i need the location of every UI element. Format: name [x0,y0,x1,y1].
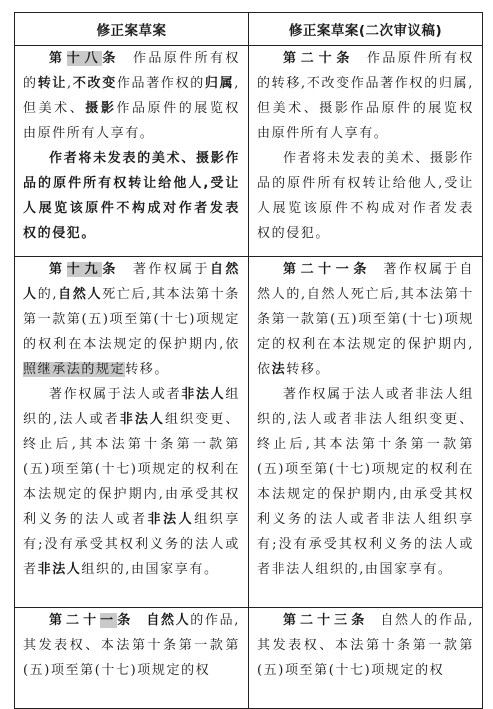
highlight: 十八 [66,51,103,66]
highlight: 照继承法的规定 [23,362,126,377]
changed-text: 归属 [204,76,235,91]
table-row [15,257,483,608]
table-header-row [15,13,483,46]
paragraph: 作者将未发表的美术、摄影作品的原件所有权转让给他人,受让人展览该原件不构成对作者发表权的侵犯。 [257,151,474,241]
paragraph: 著作权属于法人或者非法人组织的,法人或者非法人组织变更、终止后,其本法第十条第一款第(五)项至第(十七)项规定的权利在本法规定的保护期内,由承受其权利义务的法人或者非法人组织享有;没有承受其权利义务的法人或者非法人组织的,由国家享有。 [23,387,240,577]
highlight: 十九 [66,262,103,277]
table-row [15,608,483,709]
article-number: 第二十三条 [283,613,369,628]
cell-right [249,257,483,608]
header-right: 修正案草案(二次审议稿) [249,13,483,46]
comparison-table [14,12,483,709]
changed-text: 非法人 [147,512,195,527]
article-paragraph: 第二十条 作品原件所有权的转移,不改变作品著作权的归属,但美术、摄影作品原件的展览权由原件所有人享有。 [257,51,474,141]
cell-left [15,257,249,608]
changed-text: 自然人 [146,613,191,628]
changed-text: 摄影 [85,101,117,116]
changed-text: 自然人 [23,262,240,302]
changed-text: 自然人 [58,287,103,302]
changed-text: 非法人 [37,562,82,577]
changed-text: 不改变 [72,76,117,91]
changed-text: 非法人 [119,412,166,427]
header-left: 修正案草案 [15,13,249,46]
cell-left [15,608,249,709]
article-number: 第十八条 [49,51,121,66]
article-number: 第二十条 [283,51,355,66]
cell-left [15,46,249,257]
changed-text: 非法人 [181,387,226,402]
paragraph: 著作权属于法人或者非法人组织的,法人或者非法人组织变更、终止后,其本法第十条第一款第(五)项至第(十七)项规定的权利在本法规定的保护期内,由承受其权利义务的法人或者非法人组织享有;没有承受其权利义务的法人或者非法人组织的,由国家享有。 [257,387,474,577]
highlight: 一 [100,613,118,628]
article-paragraph: 第十九条 著作权属于自然人的,自然人死亡后,其本法第十条第一款第(五)项至第(十七)项规定的权利在本法规定的保护期内,依照继承法的规定转移。 [23,262,240,377]
article-number: 第二十一条 [49,613,135,628]
article-paragraph: 第十八条 作品原件所有权的转让,不改变作品著作权的归属,但美术、摄影作品原件的展览权由原件所有人享有。 [23,51,241,141]
paragraph: 作者将未发表的美术、摄影作品的原件所有权转让给他人,受让人展览该原件不构成对作者发表权的侵犯。 [23,151,240,241]
table-row [15,46,483,257]
changed-text: 转让 [37,76,68,91]
article-paragraph: 第二十一条 著作权属于自然人的,自然人死亡后,其本法第十条第一款第(五)项至第(十七)项规定的权利在本法规定的保护期内,依法转移。 [257,262,474,377]
article-number: 第二十一条 [283,262,371,277]
article-paragraph: 第二十一条 自然人的作品,其发表权、本法第十条第一款第(五)项至第(十七)项规定的权 [23,613,240,678]
changed-text: 法 [271,362,287,377]
article-number: 第十九条 [49,262,121,277]
article-paragraph: 第二十三条 自然人的作品,其发表权、本法第十条第一款第(五)项至第(十七)项规定的权 [257,613,474,678]
cell-right [249,46,483,257]
cell-right [249,608,483,709]
